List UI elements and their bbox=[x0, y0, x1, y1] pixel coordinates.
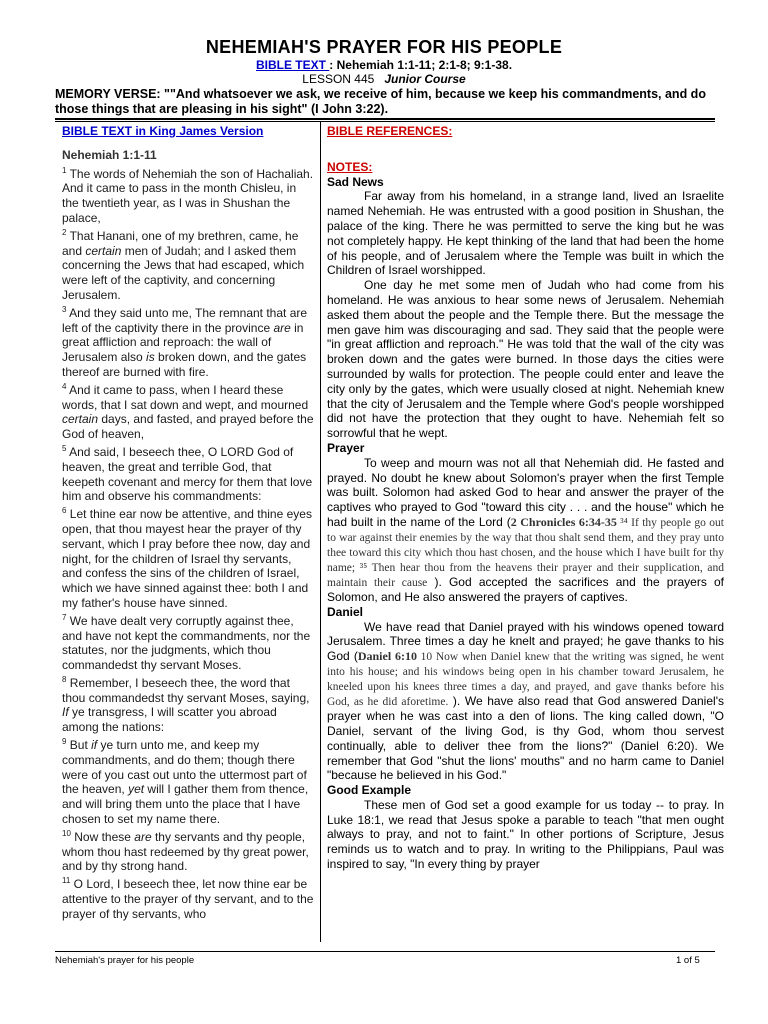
section-heading-good-example: Good Example bbox=[327, 783, 412, 798]
verse-text: certain bbox=[62, 412, 99, 427]
verse-number: 6 bbox=[62, 506, 67, 516]
verse-text: yet bbox=[128, 782, 145, 797]
verse-text: Let thine ear now be attentive, and thine eyes open, that thou mayest hear the prayer of thy servant, which I pray before thee now, day and night, for the children of Israel thy servants, and confess the sins of the children of Israel, which we have sinned against thee: both I and my father's house have sinned. bbox=[62, 507, 312, 610]
paragraph-text: To weep and mourn was not all that Nehemiah did. He fasted and prayed. No doubt he knew about Solomon's prayer when the first Temple was built. Solomon had asked God to hear and answer the prayer of the captives who prayed to God "toward this city . . . and the house" which he had built in the name of the Lord ( bbox=[327, 455, 724, 529]
memory-verse-text: ""And whatsoever we ask, we receive of him, because we keep his commandments, and do those things that are pleasing in his sight" (I John 3:22). bbox=[55, 87, 706, 116]
verse-number: 2 bbox=[62, 227, 67, 237]
section-heading-daniel: Daniel bbox=[327, 604, 364, 619]
verse bbox=[62, 504, 314, 611]
verse-text: if bbox=[91, 738, 98, 753]
lesson-number: LESSON 445 bbox=[302, 72, 375, 86]
verse-text: will I gather them from thence, and will bring them unto the place that I have chosen to set my name there. bbox=[62, 782, 309, 827]
notes-column bbox=[327, 124, 724, 872]
verse-number: 9 bbox=[62, 737, 67, 747]
verse-number: 3 bbox=[62, 304, 67, 314]
notes-heading: NOTES: bbox=[327, 159, 373, 174]
memory-verse-label: MEMORY VERSE: bbox=[55, 87, 161, 101]
verse-text: Now these bbox=[70, 829, 135, 844]
lesson-line bbox=[0, 72, 768, 86]
bible-text-link[interactable]: BIBLE TEXT bbox=[255, 58, 330, 72]
verse-text: We have dealt very corruptly against thee, and have not kept the commandments, nor the statutes, nor the judgments, which thou commandedst thy servant Moses. bbox=[62, 613, 311, 673]
verse-text: broken down, and the gates thereof are burned with fire. bbox=[62, 350, 307, 379]
verse-text: Remember, I beseech thee, the word that thou commandedst thy servant Moses, saying, bbox=[62, 675, 310, 705]
column-divider bbox=[320, 122, 321, 942]
paragraph-text: ). God accepted the sacrifices and the prayers of Solomon, and He also answered the prayers of captives. bbox=[327, 574, 725, 604]
verse bbox=[62, 303, 314, 380]
paragraph: One day he met some men of Judah who had come from his homeland. He was anxious to hear some news of Jerusalem. Nehemiah asked them about the people and the Temple there. But the message the men gave him was discouraging and sad. They said that the people were "in great affliction and reproach." He was told that the wall of the city was broken down and the gates were burned. In those days the cities were surrounded by walls for protection. The people could enter and leave the city only by the gates, which were usually closed at night. Nehemiah knew that the city of Jerusalem and the Temple where God's people worshipped did not have the protection that they ought to have. Nehemiah felt so sorrowful that he wept. bbox=[327, 278, 724, 441]
verse-text: ye turn unto me, and keep my commandments, and do them; though there were of you cast out unto the uttermost part of the heaven, bbox=[62, 738, 307, 797]
section-heading-sad-news: Sad News bbox=[327, 174, 384, 189]
verse-list bbox=[62, 164, 314, 922]
header-divider-thick bbox=[55, 118, 715, 120]
scripture-reference-link[interactable]: Daniel 6:10 bbox=[357, 649, 417, 664]
verse-text: But bbox=[66, 738, 92, 753]
paragraph: Far away from his homeland, in a strange land, lived an Israelite named Nehemiah. He was entrusted with a good position in Shushan, the palace of the king. There he was permitted to serve the king but he was not completely happy. He kept thinking of the land that had been the home of his people, and of Jerusalem where the Temple was built in which the Children of Israel worshipped. bbox=[327, 189, 724, 278]
footer-divider bbox=[55, 951, 715, 952]
verse-text: The words of Nehemiah the son of Hachaliah. And it came to pass in the month Chisleu, in the twentieth year, as I was in Shushan the palace, bbox=[62, 166, 314, 225]
verse bbox=[62, 827, 314, 874]
verse-text: And they said unto me, The remnant that are left of the captivity there in the province bbox=[62, 305, 308, 335]
page-title: NEHEMIAH'S PRAYER FOR HIS PEOPLE bbox=[205, 37, 563, 57]
verse bbox=[62, 611, 314, 673]
verse-text: O Lord, I beseech thee, let now thine ear be attentive to the prayer of thy servant, and to the prayer of thy servants, who bbox=[62, 877, 314, 921]
verse-text: certain bbox=[85, 243, 122, 258]
verse-text: is bbox=[146, 350, 155, 365]
verse bbox=[62, 164, 314, 226]
passage-reference: Nehemiah 1:1-11 bbox=[62, 147, 157, 162]
scripture-quote: ³⁴ If thy people go out to war against their enemies by the way that thou shalt send them, and they pray unto thee toward this city which thou hast chosen, and the house which I have built for thy name; ³⁵ Then hear thou from the heavens their prayer and their supplication, and maintain their cause bbox=[327, 516, 724, 589]
verse-number: 10 bbox=[62, 828, 71, 838]
verse bbox=[62, 442, 314, 504]
verse bbox=[62, 874, 314, 921]
paragraph bbox=[327, 456, 724, 605]
verse-text: thy servants and thy people, whom thou hast redeemed by thy great power, and by thy strong hand. bbox=[62, 829, 309, 874]
verse-number: 4 bbox=[62, 381, 67, 391]
bible-text-column bbox=[62, 124, 314, 922]
verse-text: If bbox=[62, 705, 69, 720]
verse bbox=[62, 380, 314, 442]
footer-page-number: 1 of 5 bbox=[676, 955, 700, 966]
verse-text: And said, I beseech thee, O LORD God of heaven, the great and terrible God, that keepeth covenant and mercy for them that love him and observe his commandments: bbox=[62, 444, 313, 504]
verse-number: 8 bbox=[62, 674, 67, 684]
bible-text-refs: : Nehemiah 1:1-11; 2:1-8; 9:1-38. bbox=[329, 58, 513, 72]
verse-text: ye transgress, I will scatter you abroad among the nations: bbox=[62, 705, 277, 735]
verse-text: That Hanani, one of my brethren, came, he and bbox=[62, 228, 299, 258]
verse-text: men of Judah; and I asked them concerning the Jews that had escaped, which were left of the captivity, and concerning Jerusalem. bbox=[62, 243, 305, 302]
bible-text-heading[interactable]: BIBLE TEXT in King James Version bbox=[62, 124, 264, 138]
bible-references-heading: BIBLE REFERENCES: bbox=[327, 124, 453, 138]
verse-number: 7 bbox=[62, 612, 67, 622]
verse-text: are bbox=[273, 320, 291, 335]
paragraph-text: ). We have also read that God answered Daniel's prayer when he was cast into a den of lions. The king called down, "O Daniel, servant of the living God, is thy God, whom thou servest continually, able to deliver thee from the lions?" (Daniel 6:20). We remember that God "shut the lions' mouths" and no harm came to Daniel "because he believed in his God." bbox=[327, 694, 724, 783]
verse-number: 1 bbox=[62, 165, 67, 175]
scripture-reference-link[interactable]: 2 Chronicles 6:34-35 bbox=[510, 514, 617, 529]
verse-text: are bbox=[134, 829, 152, 844]
verse-text: in great affliction and reproach: the wall of Jerusalem also bbox=[62, 320, 304, 365]
footer-document-name: Nehemiah's prayer for his people bbox=[55, 955, 195, 966]
verse-text: days, and fasted, and prayed before the God of heaven, bbox=[62, 412, 314, 442]
bible-text-reference-line bbox=[0, 58, 768, 72]
verse bbox=[62, 735, 314, 827]
paragraph bbox=[327, 620, 724, 784]
verse bbox=[62, 673, 314, 735]
header-divider-thin bbox=[55, 121, 715, 122]
section-heading-prayer: Prayer bbox=[327, 440, 365, 455]
verse bbox=[62, 226, 314, 303]
paragraph-text: We have read that Daniel prayed with his windows opened toward Jerusalem. Three times a day he knelt and prayed; he gave thanks to his God ( bbox=[327, 619, 724, 664]
paragraph: These men of God set a good example for us today -- to pray. In Luke 18:1, we read that Jesus spoke a parable to teach "that men ought always to pray, and not to faint." In other portions of Scripture, Jesus reminds us to watch and to pray. In writing to the Philippians, Paul was inspired to say, "In every thing by prayer bbox=[327, 797, 724, 872]
memory-verse bbox=[55, 87, 715, 116]
course-name: Junior Course bbox=[384, 72, 466, 86]
verse-number: 5 bbox=[62, 443, 67, 453]
verse-text: And it came to pass, when I heard these words, that I sat down and wept, and mourned bbox=[62, 382, 309, 412]
verse-number: 11 bbox=[62, 876, 71, 886]
scripture-quote: 10 Now when Daniel knew that the writing was signed, he went into his house; and his windows being open in his chamber toward Jerusalem, he kneeled upon his knees three times a day, and prayed, and gave thanks before his God, as he did aforetime. bbox=[327, 651, 724, 709]
